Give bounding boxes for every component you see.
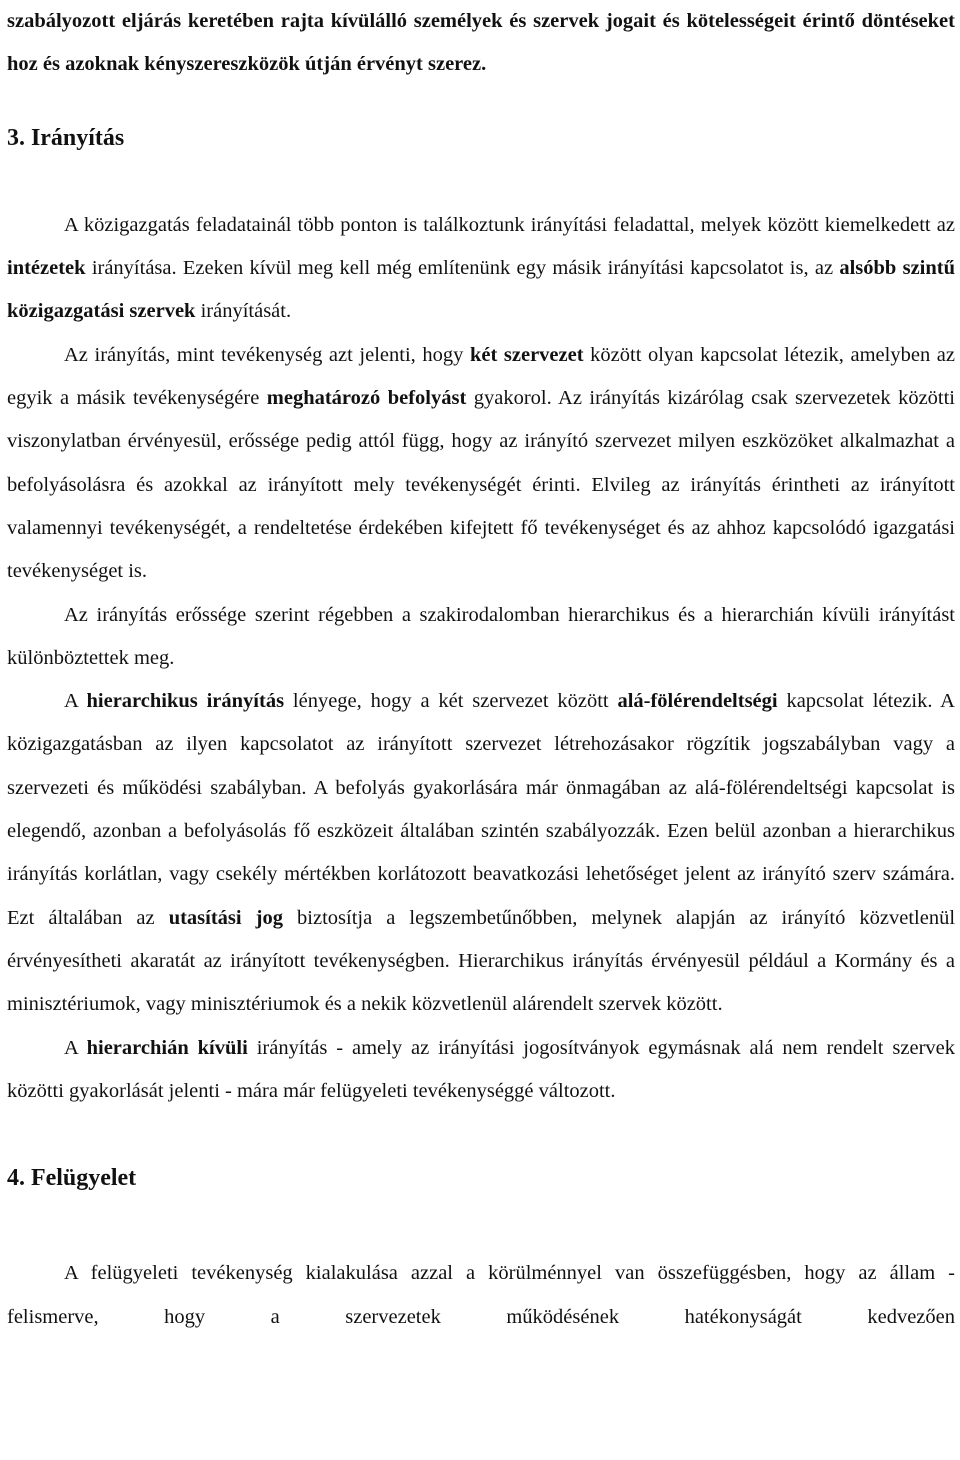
text-run: lényege, hogy a két szervezet között (284, 690, 618, 713)
bold-term-also-szintu-szervek: alsóbb szintű közigazgatási szervek (7, 257, 955, 323)
paragraph-4 (7, 680, 955, 1026)
bold-term-hierarchian-kivuli: hierarchián kívüli (86, 1036, 248, 1059)
bold-term-meghatarozo-befolyas: meghatározó befolyást (266, 387, 467, 410)
text-run: A közigazgatás feladatainál több ponton is találkoztunk irányítási feladattal, melyek között kiemelkedett az (64, 213, 955, 236)
paragraph-2 (7, 334, 955, 594)
text-run: A felügyeleti tevékenység kialakulása azzal a körülménnyel van összefüggésben, hogy az állam - felismerve, hogy a szervezetek működésének hatékonyságát kedvezően (7, 1262, 955, 1328)
text-run: Az irányítás erőssége szerint régebben a szakirodalomban hierarchikus és a hierarchián kívüli irányítást különböztettek meg. (7, 603, 955, 669)
bold-term-ket-szervezet: két szervezet (469, 343, 584, 366)
paragraph-5 (7, 1027, 955, 1114)
text-run: A (64, 1036, 87, 1059)
section-heading-iranyitas: 3. Irányítás (7, 124, 125, 151)
paragraph-3 (7, 594, 955, 681)
bold-term-intezetek: intézetek (7, 257, 86, 280)
text-run: irányítás - amely az irányítási jogosítványok egymásnak alá nem rendelt szervek közötti gyakorlását jelenti - mára már felügyeleti tevékenységgé változott. (7, 1036, 955, 1102)
text-run: gyakorol. Az irányítás kizárólag csak szervezetek közötti viszonylatban érvényesül, erőssége pedig attól függ, hogy az irányító szervezet milyen eszközöket alkalmazhat a befolyásolásra és azokkal az irányított mely tevékenységét érinti. Elvileg az irányítás érintheti az irányított valamennyi tevékenységét, a rendeltetése érdekében kifejtett fő tevékenységet és az ahhoz kapcsolódó igazgatási tevékenységet is. (7, 387, 956, 583)
text-run: A (64, 690, 87, 713)
spacer (7, 87, 955, 117)
text-run: irányítása. Ezeken kívül meg kell még említenünk egy másik irányítási kapcsolatot is, az (85, 257, 840, 280)
text-run: biztosítja a legszembetűnőbben, melynek alapján az irányító közvetlenül érvényesítheti akaratát az irányított tevékenységben. Hierarchikus irányítás érvényesül például a Kormány és a minisztériumok, vagy minisztériumok és a nekik közvetlenül alárendelt szervek között. (7, 906, 956, 1016)
spacer (7, 1200, 955, 1252)
bold-term-ala-folerendeltsegi: alá-fölérendeltségi (617, 690, 778, 713)
bold-term-hierarchikus-iranyitas: hierarchikus irányítás (86, 690, 285, 713)
text-run: irányítását. (195, 300, 292, 323)
spacer (7, 1113, 955, 1157)
spacer (7, 160, 955, 204)
text-run: Az irányítás, mint tevékenység azt jelenti, hogy (64, 343, 470, 366)
document-page (7, 0, 955, 1339)
paragraph-1 (7, 204, 955, 334)
lead-paragraph (7, 0, 955, 87)
text-run: kapcsolat létezik. A közigazgatásban az ilyen kapcsolatot az irányított szervezet létrehozásakor rögzítik jogszabályban vagy a szervezeti és működési szabályban. A befolyás gyakorlására már önmagában az alá-fölérendeltségi kapcsolat is elegendő, azonban a befolyásolás fő eszközeit általában szintén szabályozzák. Ezen belül azonban a hierarchikus irányítás korlátlan, vagy csekély mértékben korlátozott beavatkozási lehetőséget jelent az irányító szerv számára. Ezt általában az (7, 690, 955, 929)
lead-text: szabályozott eljárás keretében rajta kívülálló személyek és szervek jogait és kötelességeit érintő döntéseket hoz és azoknak kényszereszközök útján érvényt szerez. (7, 10, 955, 76)
bold-term-utasitasi-jog: utasítási jog (168, 906, 283, 929)
paragraph-6 (7, 1252, 955, 1339)
text-run: között olyan kapcsolat létezik, amelyben az egyik a másik tevékenységére (7, 343, 955, 410)
section-heading-felugyelet: 4. Felügyelet (7, 1165, 137, 1192)
